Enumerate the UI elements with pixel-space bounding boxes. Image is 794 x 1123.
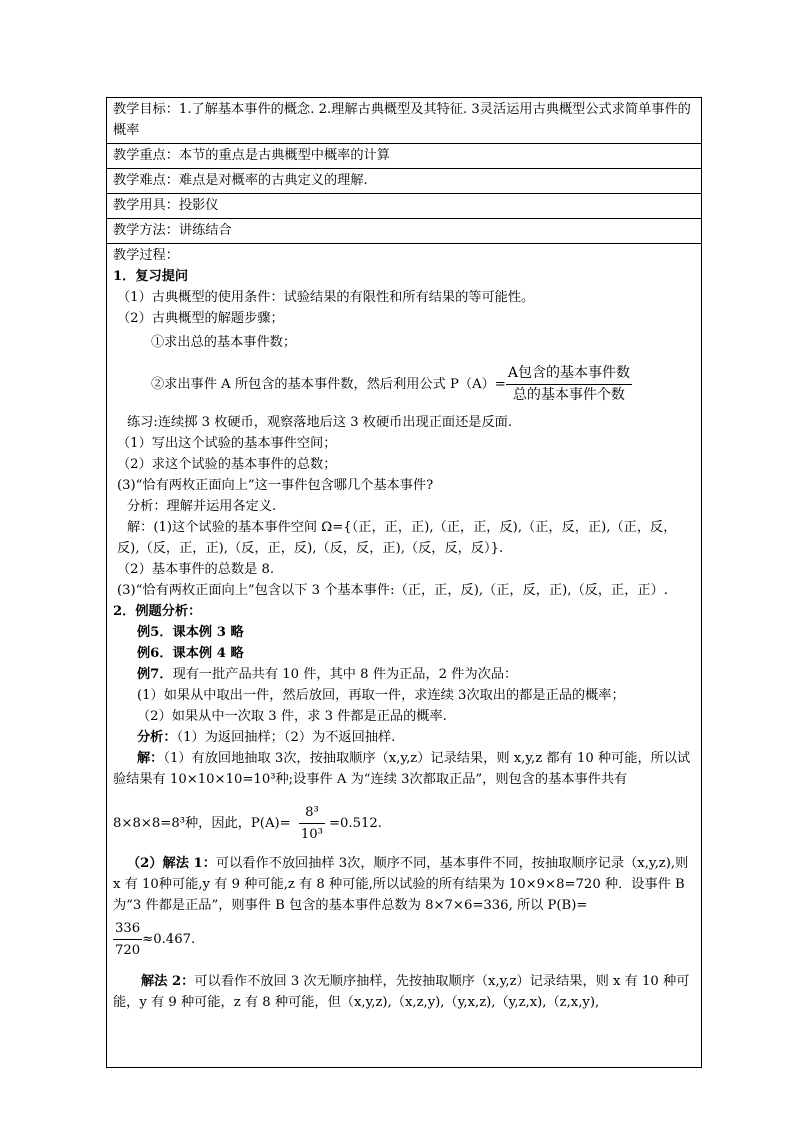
exercise-line-1: 练习:连续掷 3 枚硬币，观察落地后这 3 枚硬币出现正面还是反面. [127,415,513,430]
method-1-label: （2）解法 1： [127,856,216,871]
example-7-analysis [113,727,695,748]
example-7-question-1: (1）如果从中取出一件，然后放回，再取一件，求连续 3次取出的都是正品的概率； [137,688,625,703]
solution-fraction-num: 8³ [299,802,325,824]
method-2-text: 可以看作不放回 3 次无顺序抽样，先按抽取顺序（x,y,z）记录结果，则 x 有 10 种可能，y 有 9 种可能，z 有 8 种可能，但（x,y,z),（x,z,y),（y,x,z),（y,z,x),（z,x,y), [113,974,690,1010]
method-1-fraction-num: 336 [113,918,142,940]
lesson-plan-table [106,97,702,1068]
method-1 [113,853,695,916]
exercise-solution-1: 解：(1)这个试验的基本事件空间 Ω={（正，正，正),（正，正，反),（正，反，正),（正，反，反),（反，正，正),（反，正，反),（反，反，正),（反，反，反）}. [117,520,677,556]
example-7-solution [113,748,695,790]
example-7-label: 例7． [137,667,173,682]
exercise-line-4: (3)“恰有两枚正面向上”这一事件包含哪几个基本事件? [117,478,434,493]
formula-numerator: A包含的基本事件数 [506,363,632,385]
example-6: 例6．课本例 4 略 [137,646,244,661]
method-2 [113,971,695,1013]
exercise-line-3: （2）求这个试验的基本事件的总数； [117,457,337,472]
exercise-line-2: （1）写出这个试验的基本事件空间； [117,436,337,451]
solution-calc-pre: 8×8×8=8³种，因此，P(A)= [113,816,291,831]
method-2-label: 解法 2： [141,974,195,989]
solution-text: （1）有放回地抽取 3次，按抽取顺序（x,y,z）记录结果，则 x,y,z 都有 10 种可能，所以试验结果有 10×10×10=10³种;设事件 A 为“连续 3次都取正品”，则包含的基本事件共有 [113,751,691,787]
exercise-solution-2: （2）基本事件的总数是 8. [117,562,275,577]
method-1-result [113,918,695,961]
review-step-2 [113,363,695,406]
review-step-2-text: ②求出事件 A 所包含的基本事件数，然后利用公式 P（A）= [151,377,506,392]
probability-formula [506,363,632,406]
formula-denominator: 总的基本事件个数 [512,387,625,403]
example-7 [113,664,695,685]
method-row: 教学方法：讲练结合 [106,218,702,243]
objective-row: 教学目标：1.了解基本事件的概念. 2.理解古典概型及其特征. 3灵活运用古典概型公式求简单事件的概率 [106,97,702,143]
process-cell [106,243,702,1068]
example-7-question-2: （2）如果从中一次取 3 件，求 3 件都是正品的概率. [137,709,447,724]
exercise-solution-3: (3)“恰有两枚正面向上”包含以下 3 个基本事件:（正，正，反),（正，反，正),（反，正，正）. [117,583,668,598]
key-point-row: 教学重点：本节的重点是古典概型中概率的计算 [106,143,702,168]
analysis-label: 分析： [137,730,177,745]
tools-row: 教学用具：投影仪 [106,193,702,218]
difficulty-row: 教学难点：难点是对概率的古典定义的理解. [106,168,702,193]
solution-calc [113,802,695,845]
section-examples-title: 2．例题分析： [113,604,202,619]
analysis-text: （1）为返回抽样；（2）为不返回抽样. [176,730,396,745]
example-5: 例5．课本例 3 略 [137,625,244,640]
solution-fraction-den: 10³ [300,827,323,842]
process-title: 教学过程： [113,248,179,263]
example-7-text: 现有一批产品共有 10 件，其中 8 件为正品，2 件为次品： [172,667,518,682]
exercise-analysis: 分析：理解并运用各定义. [127,499,277,514]
review-step-1: ①求出总的基本事件数； [151,335,297,350]
method-1-fraction-den: 720 [115,943,141,958]
section-review-title: 1．复习提问 [113,269,189,284]
review-line-2: （2）古典概型的解题步骤； [117,311,284,326]
solution-calc-post: =0.512. [328,816,382,831]
solution-fraction [299,802,325,845]
solution-label: 解： [137,751,164,766]
method-1-fraction [113,918,142,961]
method-1-post: ≈0.467. [142,932,196,947]
review-line-1: （1）古典概型的使用条件：试验结果的有限性和所有结果的等可能性。 [117,290,535,305]
method-1-text: 可以看作不放回抽样 3次，顺序不同，基本事件不同，按抽取顺序记录（x,y,z),则 x 有 10种可能,y 有 9 种可能,z 有 8 种可能,所以试验的所有结果为 10×9×8=720 种．设事件 B 为“3 件都是正品”，则事件 B 包含的基本事件总数为 8×7×6=336, 所以 P(B)= [113,856,689,913]
